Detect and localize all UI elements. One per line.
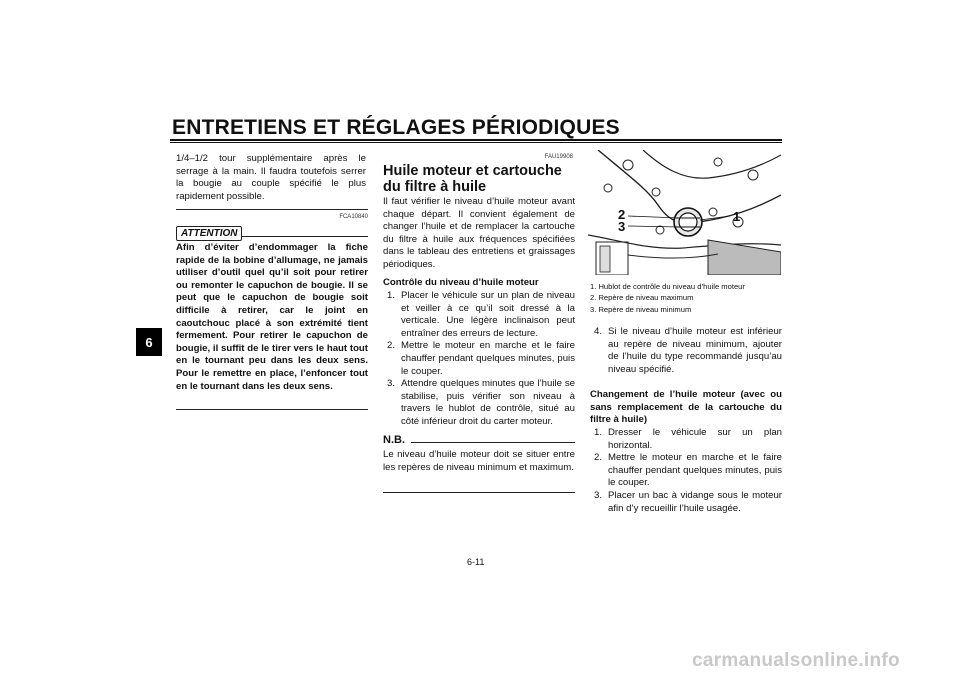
oil-level-figure: [588, 150, 781, 275]
header-rule: [170, 139, 782, 141]
check-oil-steps: [383, 290, 575, 429]
attention-code: FCA10840: [339, 214, 368, 220]
caption-2: 2. Repère de niveau maximum: [590, 293, 694, 303]
list-item: 2. Mettre le moteur en marche et le faire chauffer pendant quelques minutes, puis le couper.: [387, 340, 575, 377]
attention-text: Afin d’éviter d’endommager la fiche rapide de la bobine d’allumage, ne jamais utiliser d’outil quel qu’il soit pour retirer ou remonter le capuchon de bougie. Il se peut que le capuchon de bougie soit difficile à retirer, car le joint en caoutchouc placé à son extrémité tient fermement. Pour retirer le capuchon de bougie, il suffit de le tirer vers le haut tout en le tournant peu dans les deux sens. Pour le remettre en place, l’enfoncer tout en le tournant dans les deux sens.: [176, 242, 368, 392]
change-oil-steps: [590, 427, 782, 515]
list-item: 4. Si le niveau d’huile moteur est inférieur au repère de niveau minimum, ajouter de l’huile du type recommandé jusqu’au niveau spécifié.: [594, 326, 782, 375]
list-item: 1. Placer le véhicule sur un plan de niveau et veiller à ce qu’il soit dressé à la verticale. Une légère inclinaison peut entraîner des erreurs de lecture.: [387, 290, 575, 339]
callout-3: 3: [618, 219, 626, 234]
callout-2: 2: [618, 207, 626, 222]
intro-paragraph: 1/4–1/2 tour supplémentaire après le serrage à la main. Il faudra toutefois serrer la bougie au couple spécifié le plus rapidement possible.: [176, 153, 366, 202]
page-number: 6-11: [467, 557, 485, 567]
list-item: 3. Placer un bac à vidange sous le moteur afin d’y recueillir l’huile usagée.: [594, 489, 782, 514]
list-item: 3. Attendre quelques minutes que l’huile se stabilise, puis vérifier son niveau à travers le hublot de contrôle, situé au côté inférieur droit du carter moteur.: [387, 378, 575, 427]
check-oil-subheading: Contrôle du niveau d’huile moteur: [383, 277, 539, 288]
note-bottom-rule: [383, 492, 575, 493]
change-oil-subheading: Changement de l’huile moteur (avec ou sans remplacement de la cartouche du filtre à huile): [590, 389, 782, 426]
page-title: ENTRETIENS ET RÉGLAGES PÉRIODIQUES: [172, 116, 620, 139]
note-text: Le niveau d’huile moteur doit se situer entre les repères de niveau minimum et maximum.: [383, 449, 575, 473]
watermark: carmanualsonline.info: [692, 650, 900, 671]
caption-3: 3. Repère de niveau minimum: [590, 304, 692, 314]
list-item: 2. Mettre le moteur en marche et le faire chauffer pendant quelques minutes, puis le couper.: [594, 452, 782, 489]
attention-bottom-rule: [176, 409, 368, 410]
chapter-tab: 6: [136, 328, 162, 356]
note-top-rule: [411, 442, 575, 443]
section-code: FAU19908: [544, 154, 573, 160]
note-label: N.B.: [383, 434, 405, 446]
callout-1: 1: [733, 209, 741, 224]
list-item: 1. Dresser le véhicule sur un plan horizontal.: [594, 427, 782, 451]
section-heading: Huile moteur et cartouche du filtre à huile: [383, 163, 562, 195]
refill-step: [590, 326, 782, 376]
attention-badge: ATTENTION: [176, 226, 242, 241]
section-intro: Il faut vérifier le niveau d’huile moteur avant chaque départ. Il convient également de changer l’huile et de remplacer la cartouche du filtre à huile aux fréquences spécifiées dans le tableau des entretiens et graissages périodiques.: [383, 196, 575, 270]
header-rule-thin: [170, 142, 782, 143]
attention-top-rule: [176, 209, 368, 210]
caption-1: 1. Hublot de contrôle du niveau d’huile moteur: [590, 282, 745, 291]
figure-captions: [590, 281, 782, 315]
